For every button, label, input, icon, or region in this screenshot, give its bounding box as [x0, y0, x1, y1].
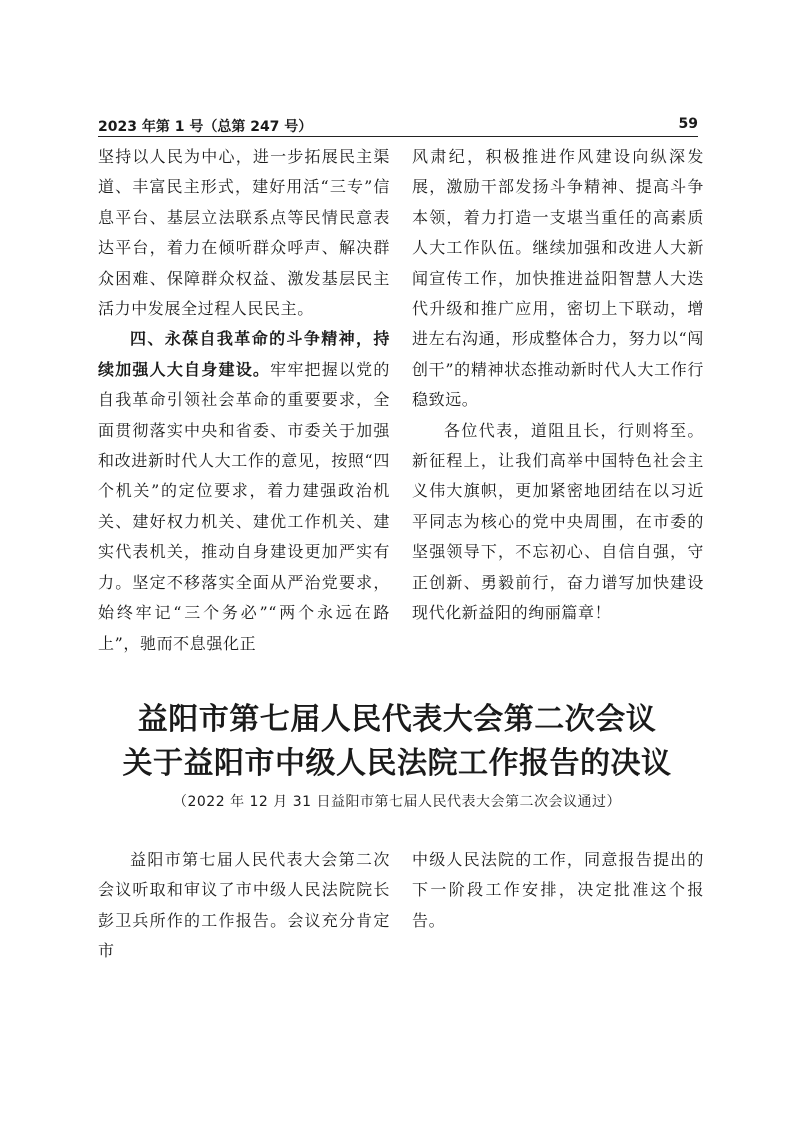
paragraph-continuation: 坚持以人民为中心，进一步拓展民主渠道、丰富民主形式，建好用活“三专”信息平台、基层立法联系点等民情民意表达平台，着力在倾听群众呼声、解决群众困难、保障群众权益、激发基层民主活力中发展全过程人民民主。 — [98, 147, 390, 319]
section-four-paragraph — [98, 324, 390, 658]
page-number: 59 — [678, 116, 698, 132]
title-line-2: 关于益阳市中级人民法院工作报告的决议 — [122, 746, 672, 781]
section-four-body: 牢牢把握以党的自我革命引领社会革命的重要要求，全面贯彻落实中央和省委、市委关于加强和改进新时代人大工作的意见，按照“四个机关”的定位要求，着力建强政治机关、建好权力机关、建优工作机关、建实代表机关，推动自身建设更加严实有力。坚定不移落实全面从严治党要求，始终牢记“三个务必”“两个永远在路上”，驰而不息强化正 — [98, 359, 390, 653]
title-line-1: 益阳市第七届人民代表大会第二次会议 — [137, 702, 657, 737]
left-column-bottom — [98, 845, 390, 967]
running-header — [98, 114, 698, 137]
resolution-text-right: 中级人民法院的工作，同意报告提出的下一阶段工作安排，决定批准这个报告。 — [412, 850, 704, 930]
paragraph-continued: 风肃纪，积极推进作风建设向纵深发展，激励干部发扬斗争精神、提高斗争本领，着力打造一支堪当重任的高素质人大工作队伍。继续加强和改进人大新闻宣传工作，加快推进益阳智慧人大迭代升级和推广应用，密切上下联动，增进左右沟通，形成整体合力，努力以“闯创干”的精神状态推动新时代人大工作行稳致远。 — [412, 147, 704, 410]
left-column-top — [98, 142, 390, 659]
resolution-text-left: 益阳市第七届人民代表大会第二次会议听取和审议了市中级人民法院院长彭卫兵所作的工作报告。会议充分肯定市 — [98, 850, 390, 961]
right-column-top — [412, 142, 704, 629]
right-column-bottom — [412, 845, 704, 936]
issue-label: 2023 年第 1 号（总第 247 号） — [98, 119, 313, 135]
resolution-title — [60, 698, 734, 786]
closing-paragraph: 各位代表，道阻且长，行则将至。新征程上，让我们高举中国特色社会主义伟大旗帜，更加紧密地团结在以习近平同志为核心的党中央周围，在市委的坚强领导下，不忘初心、自信自强，守正创新、勇毅前行，奋力谱写加快建设现代化新益阳的绚丽篇章！ — [412, 420, 704, 623]
section-four-heading: 四、永葆自我革命的斗争精神，持续加强人大自身建设。 — [98, 329, 390, 379]
resolution-subtitle: （2022 年 12 月 31 日益阳市第七届人民代表大会第二次会议通过） — [172, 794, 621, 810]
